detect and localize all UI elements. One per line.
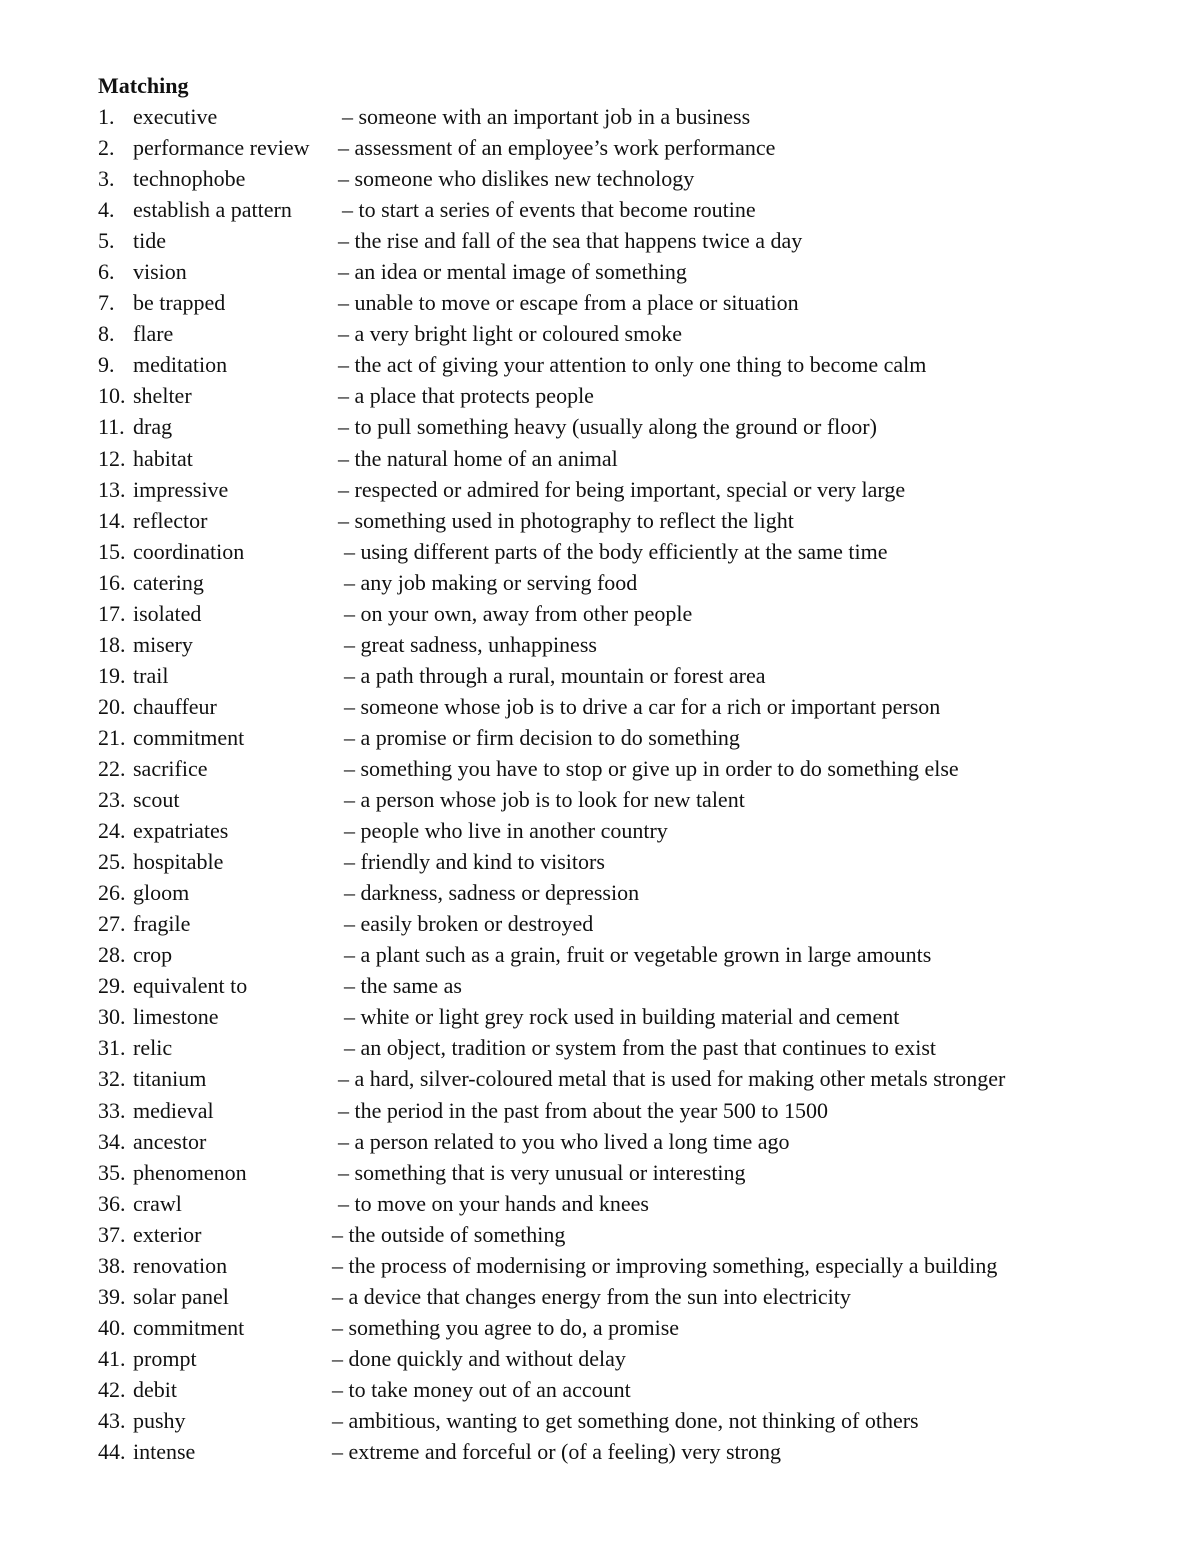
item-term: expatriates <box>133 818 229 844</box>
item-definition: – a path through a rural, mountain or forest area <box>344 662 766 688</box>
item-definition: – the period in the past from about the year 500 to 1500 <box>338 1097 828 1123</box>
list-item <box>98 722 1138 753</box>
list-item <box>98 380 1138 411</box>
list-item <box>98 784 1138 815</box>
item-term: solar panel <box>133 1283 229 1309</box>
item-definition: – a device that changes energy from the sun into electricity <box>332 1283 851 1309</box>
item-number: 31. <box>98 1035 126 1061</box>
item-term: misery <box>133 631 193 657</box>
list-item <box>98 1374 1138 1405</box>
item-number: 35. <box>98 1159 126 1185</box>
item-number: 5. <box>98 228 115 254</box>
list-item <box>98 908 1138 939</box>
item-term: phenomenon <box>133 1159 247 1185</box>
item-number: 30. <box>98 1004 126 1030</box>
item-term: commitment <box>133 724 245 750</box>
item-term: drag <box>133 414 173 440</box>
item-number: 27. <box>98 911 126 937</box>
list-item <box>98 318 1138 349</box>
item-term: sacrifice <box>133 755 208 781</box>
item-number: 19. <box>98 662 126 688</box>
item-definition: – someone with an important job in a business <box>342 104 751 129</box>
item-number: 44. <box>98 1439 126 1465</box>
item-definition: – the outside of something <box>332 1221 566 1247</box>
item-term: crawl <box>133 1190 182 1216</box>
item-term: crop <box>133 942 173 968</box>
item-number: 37. <box>98 1221 126 1247</box>
item-term: impressive <box>133 476 229 502</box>
list-item <box>98 1343 1138 1374</box>
list-item <box>98 970 1138 1001</box>
item-term: be trapped <box>133 290 226 316</box>
item-number: 42. <box>98 1376 126 1402</box>
item-term: equivalent to <box>133 973 248 999</box>
list-item <box>98 287 1138 318</box>
item-number: 12. <box>98 445 126 471</box>
item-number: 40. <box>98 1314 126 1340</box>
item-term: renovation <box>133 1252 228 1278</box>
item-definition: – respected or admired for being important, special or very large <box>338 476 906 502</box>
item-term: catering <box>133 569 204 595</box>
item-number: 9. <box>98 352 115 378</box>
list-item <box>98 1001 1138 1032</box>
item-definition: – unable to move or escape from a place or situation <box>338 290 799 316</box>
item-definition: – ambitious, wanting to get something done, not thinking of others <box>332 1407 919 1433</box>
item-number: 11. <box>98 414 125 440</box>
list-item <box>98 1095 1138 1126</box>
list-item <box>98 598 1138 629</box>
list-item <box>98 629 1138 660</box>
item-term: technophobe <box>133 166 246 192</box>
list-item <box>98 691 1138 722</box>
list-item <box>98 1157 1138 1188</box>
item-definition: – a very bright light or coloured smoke <box>338 321 682 347</box>
item-number: 17. <box>98 600 126 626</box>
item-number: 21. <box>98 724 126 750</box>
page-title: Matching <box>98 73 189 98</box>
list-item <box>98 505 1138 536</box>
list-item <box>98 411 1138 442</box>
list-item <box>98 1032 1138 1063</box>
item-definition: – something you have to stop or give up in order to do something else <box>344 755 959 781</box>
item-definition: – on your own, away from other people <box>344 600 693 626</box>
item-definition: – a plant such as a grain, fruit or vegetable grown in large amounts <box>344 942 932 968</box>
list-item <box>98 1250 1138 1281</box>
item-term: coordination <box>133 538 245 564</box>
list-item <box>98 877 1138 908</box>
item-number: 6. <box>98 259 115 285</box>
list-item <box>98 101 1138 132</box>
item-number: 32. <box>98 1066 126 1092</box>
item-definition: – the same as <box>344 973 462 999</box>
item-definition: – friendly and kind to visitors <box>344 849 605 875</box>
item-term: gloom <box>133 880 190 906</box>
matching-document <box>98 70 1138 1467</box>
item-term: ancestor <box>133 1128 207 1154</box>
item-term: debit <box>133 1376 177 1402</box>
list-item <box>98 163 1138 194</box>
item-term: scout <box>133 787 180 813</box>
list-item <box>98 660 1138 691</box>
list-item <box>98 1126 1138 1157</box>
item-definition: – great sadness, unhappiness <box>344 631 597 657</box>
item-definition: – a person related to you who lived a long time ago <box>338 1128 790 1154</box>
item-term: flare <box>133 321 174 347</box>
item-number: 15. <box>98 538 126 564</box>
list-item <box>98 939 1138 970</box>
list-item <box>98 132 1138 163</box>
item-term: shelter <box>133 383 192 409</box>
item-term: intense <box>133 1439 196 1465</box>
list-item <box>98 753 1138 784</box>
list-item <box>98 536 1138 567</box>
item-number: 13. <box>98 476 126 502</box>
item-definition: – a place that protects people <box>338 383 594 409</box>
item-number: 39. <box>98 1283 126 1309</box>
list-item <box>98 815 1138 846</box>
list-item <box>98 567 1138 598</box>
list-item <box>98 194 1138 225</box>
item-number: 23. <box>98 787 126 813</box>
item-number: 22. <box>98 755 126 781</box>
item-number: 25. <box>98 849 126 875</box>
item-term: medieval <box>133 1097 214 1123</box>
item-definition: – an object, tradition or system from the past that continues to exist <box>344 1035 937 1061</box>
item-definition: – someone whose job is to drive a car for a rich or important person <box>344 693 941 719</box>
item-term: executive <box>133 104 218 129</box>
list-item <box>98 1219 1138 1250</box>
item-number: 29. <box>98 973 126 999</box>
item-term: establish a pattern <box>133 197 292 223</box>
list-item <box>98 1281 1138 1312</box>
list-item <box>98 1405 1138 1436</box>
item-term: pushy <box>133 1407 186 1433</box>
list-item <box>98 349 1138 380</box>
item-number: 7. <box>98 290 115 316</box>
item-number: 16. <box>98 569 126 595</box>
item-definition: – to pull something heavy (usually along the ground or floor) <box>338 414 877 440</box>
item-number: 18. <box>98 631 126 657</box>
item-definition: – done quickly and without delay <box>332 1345 626 1371</box>
item-number: 33. <box>98 1097 126 1123</box>
item-definition: – the rise and fall of the sea that happens twice a day <box>338 228 803 254</box>
item-number: 43. <box>98 1407 126 1433</box>
item-definition: – a promise or firm decision to do something <box>344 724 740 750</box>
item-term: meditation <box>133 352 228 378</box>
item-number: 10. <box>98 383 126 409</box>
item-number: 3. <box>98 166 115 192</box>
item-definition: – someone who dislikes new technology <box>338 166 695 192</box>
item-definition: – a hard, silver-coloured metal that is used for making other metals stronger <box>338 1066 1006 1092</box>
item-term: limestone <box>133 1004 219 1030</box>
item-term: relic <box>133 1035 173 1061</box>
item-definition: – something that is very unusual or interesting <box>338 1159 746 1185</box>
item-term: habitat <box>133 445 193 471</box>
item-definition: – assessment of an employee’s work performance <box>338 135 776 161</box>
item-number: 41. <box>98 1345 126 1371</box>
list-item <box>98 1436 1138 1467</box>
vocabulary-list <box>98 101 1138 1467</box>
item-term: exterior <box>133 1221 202 1247</box>
item-definition: – something you agree to do, a promise <box>332 1314 680 1340</box>
item-term: chauffeur <box>133 693 217 719</box>
item-definition: – easily broken or destroyed <box>344 911 594 937</box>
item-number: 2. <box>98 135 115 161</box>
item-definition: – the act of giving your attention to only one thing to become calm <box>338 352 927 378</box>
item-number: 34. <box>98 1128 126 1154</box>
item-term: titanium <box>133 1066 207 1092</box>
item-term: vision <box>133 259 187 285</box>
item-number: 36. <box>98 1190 126 1216</box>
item-definition: – any job making or serving food <box>344 569 638 595</box>
item-term: trail <box>133 662 169 688</box>
item-number: 20. <box>98 693 126 719</box>
item-definition: – an idea or mental image of something <box>338 259 687 285</box>
item-term: fragile <box>133 911 191 937</box>
list-item <box>98 1063 1138 1094</box>
item-definition: – darkness, sadness or depression <box>344 880 640 906</box>
item-definition: – to move on your hands and knees <box>338 1190 649 1216</box>
item-definition: – a person whose job is to look for new talent <box>344 787 745 813</box>
item-definition: – people who live in another country <box>344 818 668 844</box>
item-definition: – to start a series of events that become routine <box>342 197 756 223</box>
list-item <box>98 1312 1138 1343</box>
list-item <box>98 1188 1138 1219</box>
item-term: prompt <box>133 1345 197 1371</box>
item-number: 14. <box>98 507 126 533</box>
list-item <box>98 256 1138 287</box>
item-definition: – using different parts of the body efficiently at the same time <box>344 538 888 564</box>
item-term: reflector <box>133 507 208 533</box>
item-number: 1. <box>98 104 115 129</box>
item-number: 28. <box>98 942 126 968</box>
item-number: 24. <box>98 818 126 844</box>
list-item <box>98 225 1138 256</box>
list-item <box>98 443 1138 474</box>
item-term: hospitable <box>133 849 224 875</box>
item-number: 8. <box>98 321 115 347</box>
item-number: 26. <box>98 880 126 906</box>
item-definition: – extreme and forceful or (of a feeling) very strong <box>332 1439 781 1465</box>
list-item <box>98 474 1138 505</box>
item-definition: – something used in photography to reflect the light <box>338 507 794 533</box>
item-number: 4. <box>98 197 115 223</box>
list-item <box>98 846 1138 877</box>
item-definition: – the natural home of an animal <box>338 445 618 471</box>
item-definition: – the process of modernising or improving something, especially a building <box>332 1252 998 1278</box>
item-term: commitment <box>133 1314 245 1340</box>
item-term: performance review <box>133 135 310 161</box>
item-definition: – white or light grey rock used in building material and cement <box>344 1004 900 1030</box>
item-definition: – to take money out of an account <box>332 1376 631 1402</box>
item-term: tide <box>133 228 166 254</box>
item-term: isolated <box>133 600 202 626</box>
item-number: 38. <box>98 1252 126 1278</box>
